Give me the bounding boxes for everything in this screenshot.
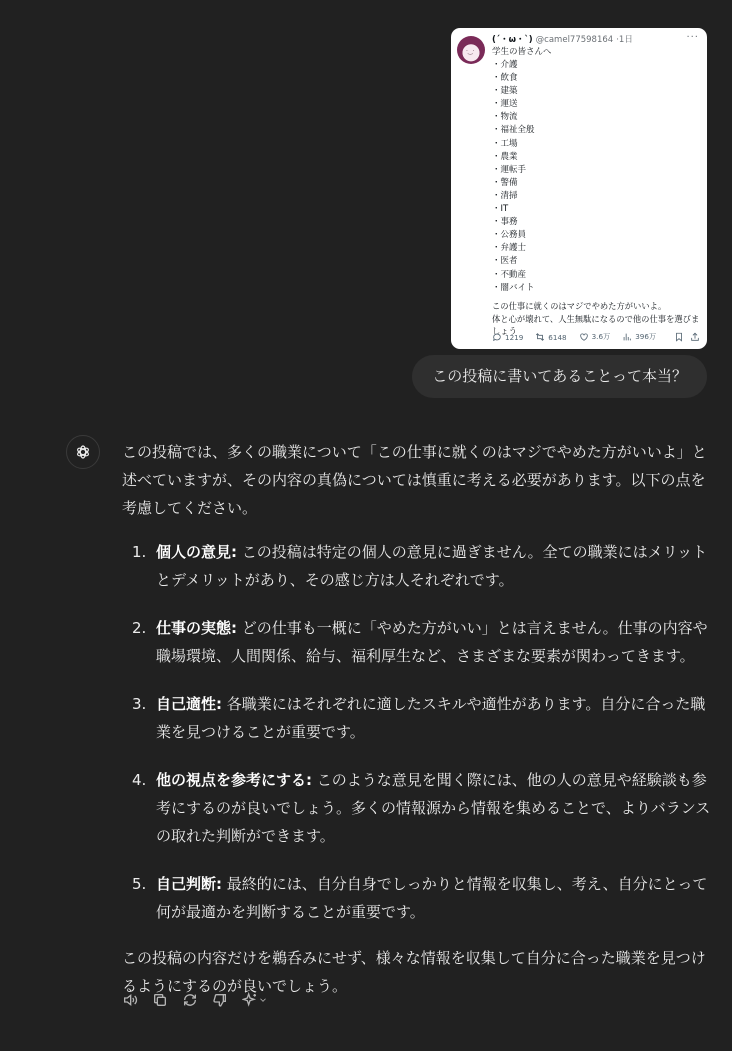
point-text: このような意見を聞く際には、他の人の意見や経験談も参考にするのが良いでしょう。多くの情報源から情報を集めることで、よりバランスの取れた判断ができます。	[156, 771, 711, 845]
tweet-job-item: ・闇バイト	[492, 282, 535, 293]
tweet-job-item: ・運転手	[492, 164, 527, 175]
list-item: 4. 他の視点を参考にする: このような意見を聞く際には、他の人の意見や経験談も参考にするのが良いでしょう。多くの情報源から情報を集めることで、よりバランスの取れた判断ができます。	[132, 771, 711, 845]
openai-logo-icon	[73, 442, 93, 462]
tweet-job-item: ・福祉全般	[492, 125, 535, 136]
tweet-closing-line-2: 体と心が壊れて、人生無駄になるので他の仕事を選びましょう	[492, 313, 700, 336]
point-text: どの仕事も一概に「やめた方がいい」とは言えません。仕事の内容や職場環境、人間関係、給与、福利厚生など、さまざまな要素が関わってきます。	[156, 619, 708, 665]
tweet-like-stat: 3.6万	[579, 332, 611, 342]
point-title: 仕事の実態:	[156, 619, 237, 637]
tweet-job-item: ・事務	[492, 217, 518, 228]
tweet-job-item: ・介護	[492, 60, 518, 70]
assistant-conclusion: この投稿の内容だけを鵜呑みにせず、様々な情報を収集して自分に合った職業を見つけるようにするのが良いでしょう。	[122, 949, 706, 995]
assistant-intro: この投稿では、多くの職業について「この仕事に就くのはマジでやめた方がいいよ」と述べていますが、その内容の真偽については慎重に考える必要があります。以下の点を考慮してください。	[122, 443, 707, 517]
tweet-reply-stat: 1219	[492, 332, 523, 342]
reply-icon	[492, 332, 502, 342]
copy-icon	[152, 992, 168, 1008]
list-item: 5. 自己判断: 最終的には、自分自身でしっかりと情報を収集し、考え、自分にとって何が最適かを判断することが重要です。	[132, 875, 708, 921]
tweet-job-item: ・医者	[492, 256, 518, 267]
read-aloud-button[interactable]	[120, 990, 140, 1010]
attached-tweet-image[interactable]	[451, 28, 707, 349]
tweet-job-item: ・運送	[492, 99, 518, 110]
tweet-job-item: ・IT	[492, 204, 509, 215]
assistant-message	[122, 438, 712, 1000]
tweet-share	[690, 332, 700, 342]
tweet-time: 1日	[618, 35, 633, 45]
tweet-job-item: ・建築	[492, 86, 518, 97]
tweet-job-item: ・不動産	[492, 269, 527, 280]
tweet-retweet-stat: 6148	[535, 332, 566, 342]
regenerate-button[interactable]	[180, 990, 200, 1010]
tweet-avatar: ·‿·	[457, 36, 485, 64]
tweet-views-stat: 396万	[622, 332, 656, 342]
tweet-job-item: ・工場	[492, 138, 518, 149]
share-icon	[690, 332, 700, 342]
retweet-icon	[535, 332, 545, 342]
tweet-job-item: ・農業	[492, 151, 518, 162]
more-icon: ···	[686, 32, 699, 43]
regenerate-icon	[182, 992, 198, 1008]
tweet-job-item: ・弁護士	[492, 243, 527, 254]
message-actions	[120, 990, 270, 1010]
tweet-bookmark	[674, 332, 684, 342]
tweet-closing-line-1: この仕事に就くのはマジでやめた方がいいよ。	[492, 301, 667, 311]
point-title: 自己判断:	[156, 875, 222, 893]
chevron-down-icon	[258, 995, 268, 1005]
sparkle-model-icon	[242, 992, 258, 1008]
tweet-job-item: ・飲食	[492, 73, 518, 84]
heart-icon	[579, 332, 589, 342]
tweet-handle: @camel77598164	[535, 35, 614, 45]
list-item: 2. 仕事の実態: どの仕事も一概に「やめた方がいい」とは言えません。仕事の内容や職場環境、人間関係、給与、福利厚生など、さまざまな要素が関わってきます。	[132, 619, 708, 665]
assistant-points-list	[122, 538, 712, 926]
tweet-job-item: ・警備	[492, 177, 518, 188]
thumbs-down-icon	[212, 992, 228, 1008]
tweet-job-item: ・清掃	[492, 190, 518, 201]
tweet-intro: 学生の皆さんへ	[492, 47, 552, 57]
point-title: 個人の意見:	[156, 543, 237, 561]
user-message-bubble: この投稿に書いてあることって本当？	[412, 355, 707, 398]
tweet-author-name: (´・ω・`)	[492, 35, 533, 45]
tweet-header: (´・ω・`) @camel77598164 ·1日 ···	[492, 32, 699, 45]
bar-chart-icon	[622, 332, 632, 342]
tweet-stats-bar	[492, 330, 701, 344]
assistant-avatar	[66, 435, 100, 469]
tweet-job-item: ・物流	[492, 112, 518, 123]
tweet-job-list	[492, 59, 535, 295]
bookmark-icon	[674, 332, 684, 342]
point-text: この投稿は特定の個人の意見に過ぎません。全ての職業にはメリットとデメリットがあり、その感じ方は人それぞれです。	[156, 543, 708, 589]
point-title: 他の視点を参考にする:	[156, 771, 312, 789]
copy-button[interactable]	[150, 990, 170, 1010]
thumbs-down-button[interactable]	[210, 990, 230, 1010]
tweet-job-item: ・公務員	[492, 230, 527, 241]
point-text: 最終的には、自分自身でしっかりと情報を収集し、考え、自分にとって何が最適かを判断することが重要です。	[156, 875, 708, 921]
point-text: 各職業にはそれぞれに適したスキルや適性があります。自分に合った職業を見つけることが重要です。	[156, 695, 706, 741]
point-title: 自己適性:	[156, 695, 222, 713]
speaker-icon	[122, 992, 138, 1008]
list-item: 3. 自己適性: 各職業にはそれぞれに適したスキルや適性があります。自分に合った職業を見つけることが重要です。	[132, 695, 706, 741]
change-model-button[interactable]	[240, 990, 270, 1010]
list-item: 1. 個人の意見: この投稿は特定の個人の意見に過ぎません。全ての職業にはメリットとデメリットがあり、その感じ方は人それぞれです。	[132, 543, 708, 589]
